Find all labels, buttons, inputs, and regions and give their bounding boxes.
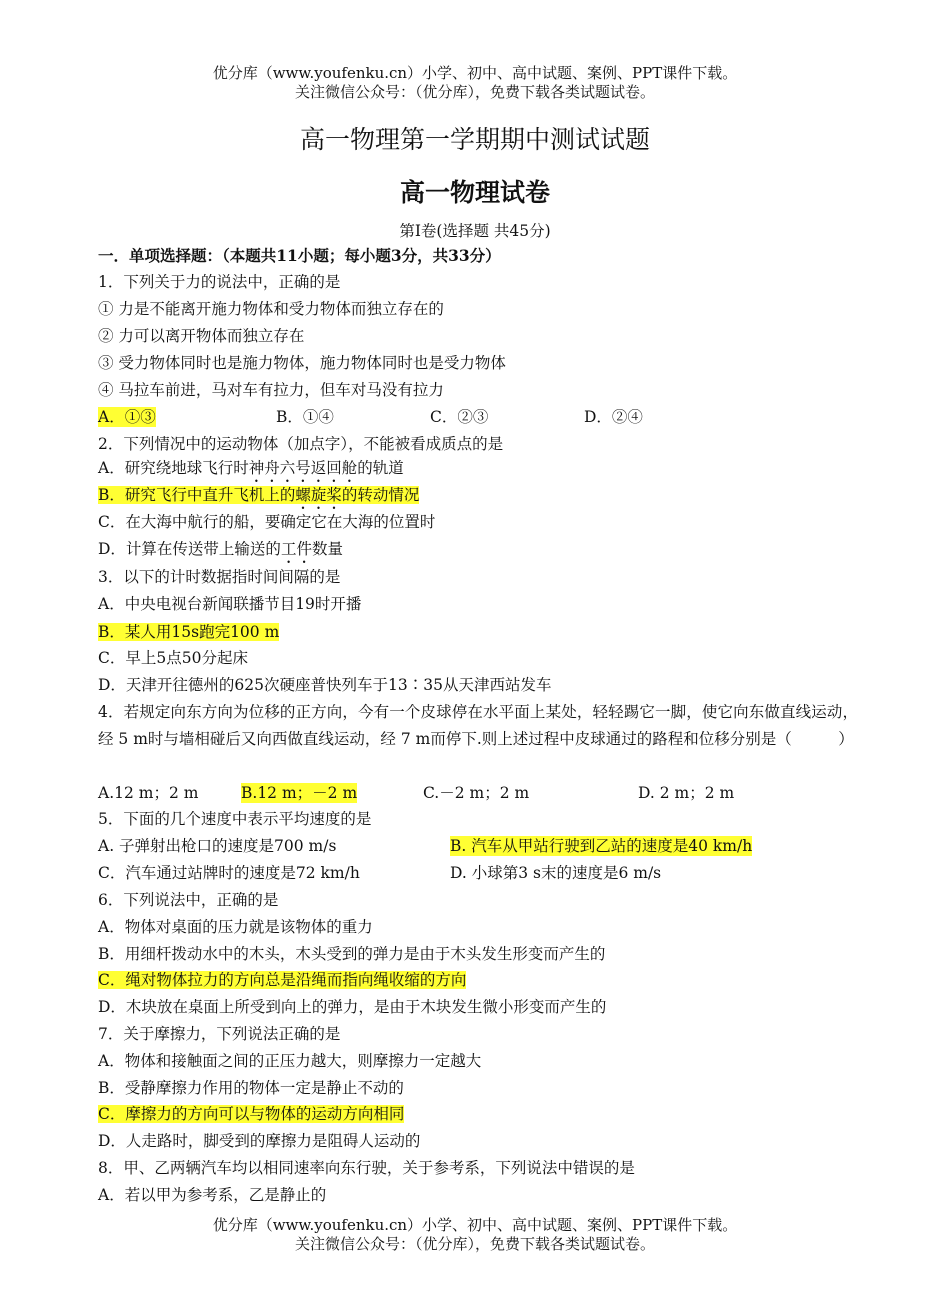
q2-option-c: C．在大海中航行的船，要确定它在大海的位置时 — [98, 513, 436, 531]
q4-option-c: C.－2 m；2 m — [423, 784, 530, 802]
q6-stem: 6．下列说法中，正确的是 — [98, 891, 279, 909]
q1-statement-2: ② 力可以离开物体而独立存在 — [98, 327, 305, 345]
q2-a-dotted-text: 神舟六号返回舱 — [248, 459, 358, 477]
q3-option-d: D．天津开往德州的625次硬座普快列车于13∶35从天津西站发车 — [98, 676, 552, 694]
page-header-line2: 关注微信公众号：（优分库），免费下载各类试题试卷。 — [294, 83, 655, 101]
q8-option-a: A．若以甲为参考系，乙是静止的 — [98, 1186, 327, 1204]
section-heading: 一．单项选择题：（本题共11小题；每小题3分，共33分） — [98, 246, 501, 265]
q5-option-d: D. 小球第3 s末的速度是6 m/s — [450, 864, 662, 882]
exam-subtitle: 高一物理试卷 — [399, 178, 550, 207]
q4-option-d: D. 2 m；2 m — [638, 784, 735, 802]
q8-stem: 8．甲、乙两辆汽车均以相同速率向东行驶，关于参考系，下列说法中错误的是 — [98, 1159, 635, 1177]
q2-stem: 2．下列情况中的运动物体（加点字），不能被看成质点的是 — [98, 435, 504, 453]
q6-option-c — [98, 970, 466, 990]
q4-option-b: B.12 m；－2 m — [241, 784, 358, 802]
q1-stem: 1．下列关于力的说法中，正确的是 — [98, 273, 341, 291]
q2-a-text-before: A．研究绕地球飞行时 — [98, 459, 249, 477]
q3-option-a: A．中央电视台新闻联播节目19时开播 — [98, 595, 362, 613]
q3-option-b-text: B．某人用15s跑完100 m — [98, 623, 280, 641]
q1-statement-1: ① 力是不能离开施力物体和受力物体而独立存在的 — [98, 300, 444, 318]
page-footer-line2: 关注微信公众号：（优分库），免费下载各类试题试卷。 — [294, 1235, 655, 1253]
q2-b-text-after: 的转动情况 — [341, 486, 420, 504]
q1-option-b: B．①④ — [276, 408, 334, 426]
q7-stem: 7．关于摩擦力，下列说法正确的是 — [98, 1025, 341, 1043]
q7-option-b: B．受静摩擦力作用的物体一定是静止不动的 — [98, 1079, 404, 1097]
part-label: 第Ⅰ卷(选择题 共45分) — [399, 222, 551, 240]
q2-option-b — [98, 485, 419, 513]
q3-option-c: C．早上5点50分起床 — [98, 649, 248, 667]
page-footer-line1: 优分库（www.youfenku.cn）小学、初中、高中试题、案例、PPT课件下载。 — [212, 1216, 738, 1234]
q3-stem: 3．以下的计时数据指时间间隔的是 — [98, 568, 341, 586]
page-header-line1: 优分库（www.youfenku.cn）小学、初中、高中试题、案例、PPT课件下载。 — [212, 64, 738, 82]
q2-option-a — [98, 458, 404, 486]
q2-d-text-after: 数量 — [311, 540, 343, 558]
q6-option-d: D．木块放在桌面上所受到向上的弹力，是由于木块发生微小形变而产生的 — [98, 998, 607, 1016]
q6-option-b: B．用细杆拨动水中的木头，木头受到的弹力是由于木头发生形变而产生的 — [98, 945, 606, 963]
q5-stem: 5．下面的几个速度中表示平均速度的是 — [98, 810, 372, 828]
q5-option-c: C．汽车通过站牌时的速度是72 km/h — [98, 864, 360, 882]
q2-d-text-before: D．计算在传送带上输送的 — [98, 540, 281, 558]
q7-option-a: A．物体和接触面之间的正压力越大，则摩擦力一定越大 — [98, 1052, 482, 1070]
q5-option-a: A. 子弹射出枪口的速度是700 m/s — [98, 837, 337, 855]
q7-option-d: D．人走路时，脚受到的摩擦力是阻碍人运动的 — [98, 1132, 421, 1150]
q6-option-a: A．物体对桌面的压力就是该物体的重力 — [98, 918, 373, 936]
q7-option-c — [98, 1104, 404, 1124]
exam-title: 高一物理第一学期期中测试试题 — [299, 125, 650, 154]
q2-d-dotted-text: 工件 — [280, 540, 312, 558]
q2-option-d — [98, 539, 343, 567]
q6-option-c-text: C．绳对物体拉力的方向总是沿绳而指向绳收缩的方向 — [98, 971, 467, 989]
q1-statement-3: ③ 受力物体同时也是施力物体，施力物体同时也是受力物体 — [98, 354, 506, 372]
q1-statement-4: ④ 马拉车前进，马对车有拉力，但车对马没有拉力 — [98, 381, 444, 399]
q1-option-d: D．②④ — [584, 408, 643, 426]
q7-option-c-text: C．摩擦力的方向可以与物体的运动方向相同 — [98, 1105, 405, 1123]
q2-b-highlight — [98, 486, 419, 504]
q2-a-text-after: 的轨道 — [357, 459, 404, 477]
q1-option-c: C．②③ — [430, 408, 489, 426]
q5-option-b: B. 汽车从甲站行驶到乙站的速度是40 km/h — [450, 837, 753, 855]
q2-b-text-before: B．研究飞行中直升飞机上的 — [98, 486, 296, 504]
q3-option-b — [98, 622, 279, 642]
q2-b-dotted-text: 螺旋桨 — [295, 486, 342, 504]
q4-stem: 4．若规定向东方向为位移的正方向，今有一个皮球停在水平面上某处，轻轻踢它一脚，使它向东做直线运动，经 5 m时与墙相碰后又向西做直线运动，经 7 m而停下.则上述过程中皮球通过的路程和位移分别是（ ） — [98, 703, 858, 748]
q1-option-a: A．①③ — [98, 408, 156, 426]
q4-option-a: A.12 m；2 m — [98, 784, 199, 802]
